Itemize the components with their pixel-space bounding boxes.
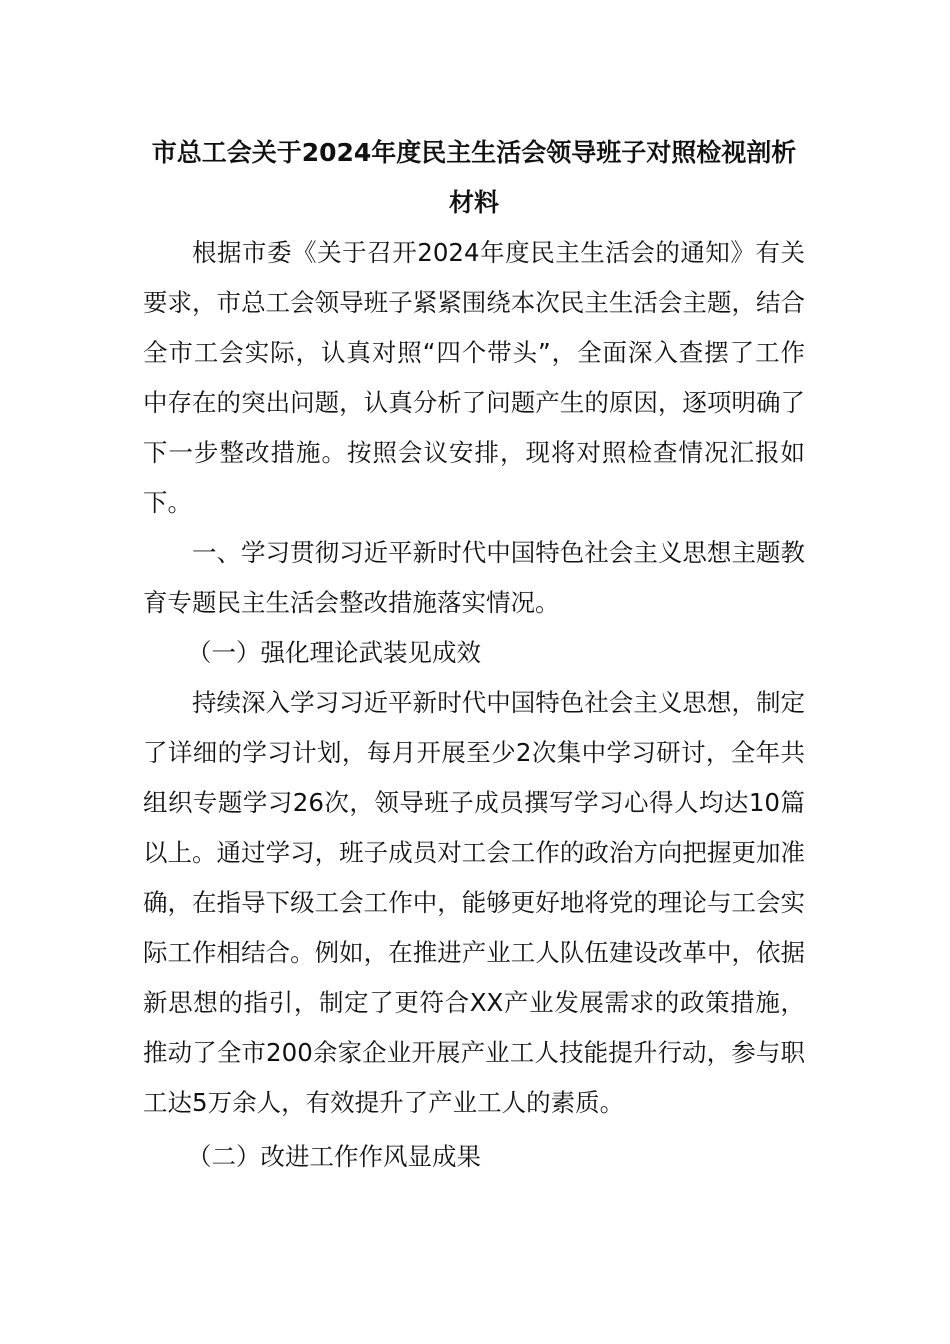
section-heading-1: 一、学习贯彻习近平新时代中国特色社会主义思想主题教育专题民主生活会整改措施落实情况。 (143, 538, 805, 617)
intro-paragraph: 根据市委《关于召开2024年度民主生活会的通知》有关要求，市总工会领导班子紧紧围绕本次民主生活会主题，结合全市工会实际，认真对照“四个带头”，全面深入查摆了工作中存在的突出问题，认真分析了问题产生的原因，逐项明确了下一步整改措施。按照会议安排，现将对照检查情况汇报如下。 (143, 238, 805, 517)
subsection-heading-1: （一）强化理论武装见成效 (187, 638, 481, 667)
body-paragraph-1: 持续深入学习习近平新时代中国特色社会主义思想，制定了详细的学习计划，每月开展至少2次集中学习研讨，全年共组织专题学习26次，领导班子成员撰写学习心得人均达10篇以上。通过学习，班子成员对工会工作的政治方向把握更加准确，在指导下级工会工作中，能够更好地将党的理论与工会实际工作相结合。例如，在推进产业工人队伍建设改革中，依据新思想的指引，制定了更符合XX产业发展需求的政策措施，推动了全市200余家企业开展产业工人技能提升行动，参与职工达5万余人，有效提升了产业工人的素质。 (143, 688, 805, 1117)
document-title: 市总工会关于2024年度民主生活会领导班子对照检视剖析材料 (151, 138, 797, 217)
document-body (143, 128, 805, 1182)
subsection-heading-2: （二）改进工作作风显成果 (187, 1142, 481, 1171)
